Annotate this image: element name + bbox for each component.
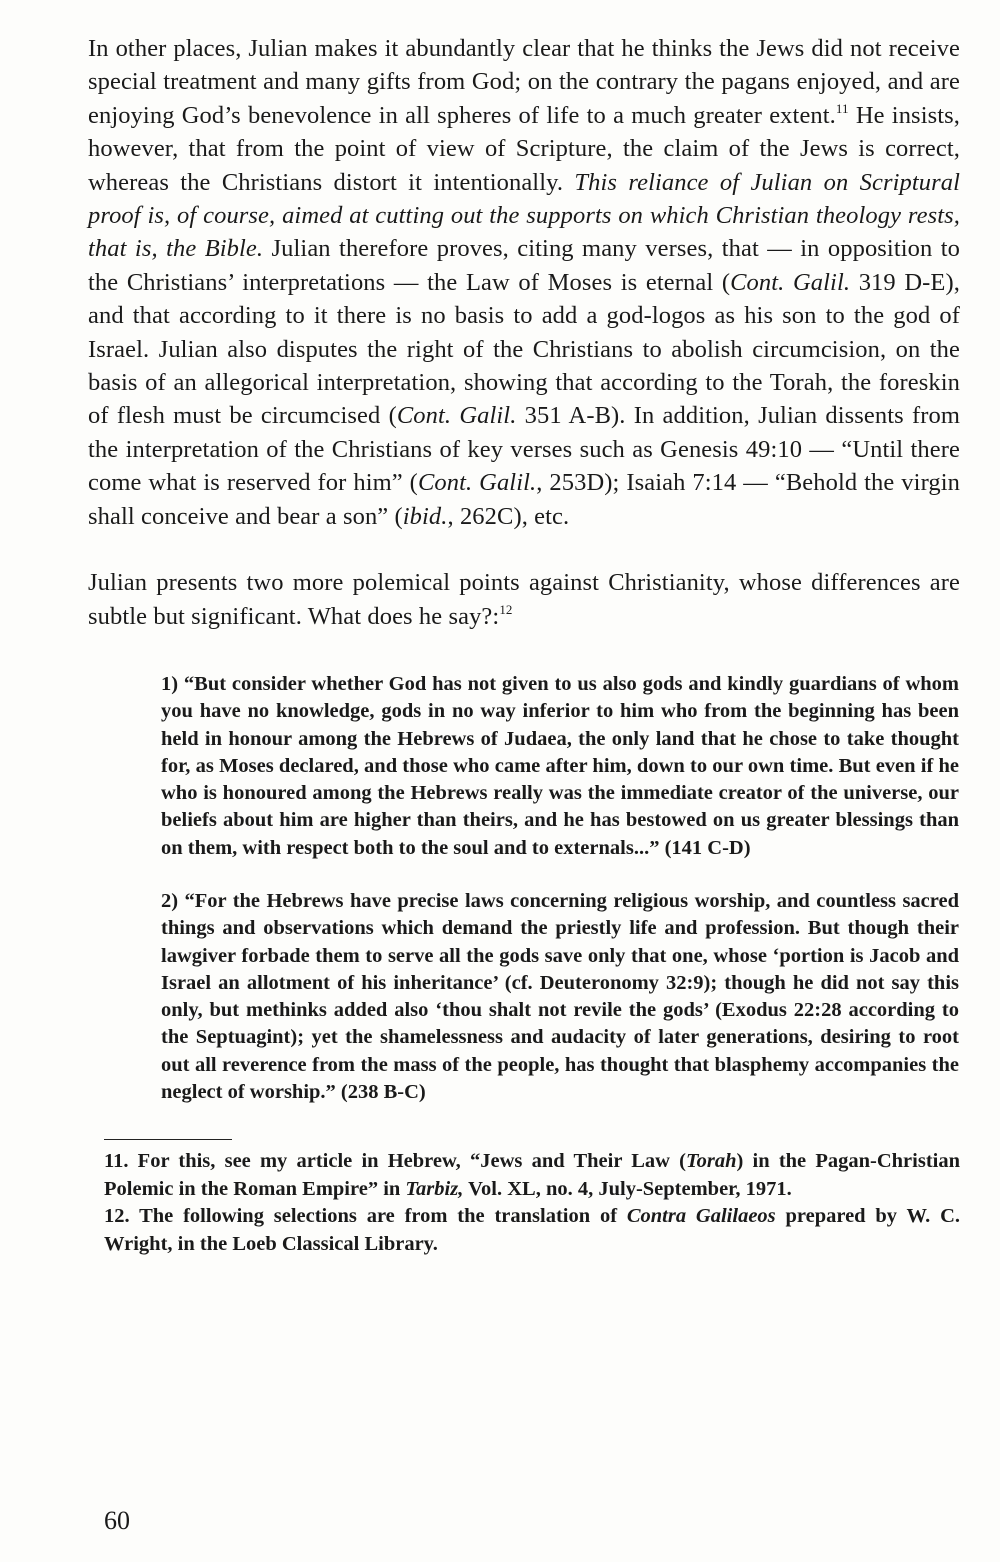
footnote-ref: 11	[835, 100, 849, 116]
text-run: 351 A-B). In addition, Julian dissents from the interpretation of the Christians of key verses such as Genesis 49:10 — “Until there come what is reserved for him” (	[88, 402, 961, 497]
body-paragraph	[88, 32, 960, 533]
text-run: , 262C), etc.	[447, 502, 570, 530]
page-content	[88, 32, 960, 1258]
text-run: 1) “But consider whether God has not given to us also gods and kindly guardians of whom you have no knowledge, gods in no way inferior to him who from the beginning has been held in honour among the Hebrews of Judaea, the only land that he chose to take thought for, as Moses declared, and those who came after him, down to our own time. But even if he who is honoured among the Hebrews really was the immediate creator of the universe, our beliefs about him are higher than theirs, and he has bestowed on us greater blessings than on them, with respect both to the soul and to externals...” (141 C-D)	[161, 672, 959, 859]
italic-text: Cont. Galil.	[396, 402, 517, 430]
text-run: 11. For this, see my article in Hebrew, “Jews and Their Law (	[104, 1150, 686, 1173]
italic-text: Cont. Galil.	[730, 268, 851, 296]
quotation-1	[161, 671, 959, 862]
italic-text: Tarbiz,	[405, 1177, 464, 1200]
text-run: Julian presents two more polemical points against Christianity, whose differences are subtle but significant. What does he say?:	[88, 569, 960, 630]
text-run: 2) “For the Hebrews have precise laws concerning religious worship, and countless sacred things and observations which demand the priestly life and profession. But though their lawgiver forbade them to serve all the gods save only that one, whose ‘portion is Jacob and Israel an allotment of his inheritance’ (cf. Deuteronomy 32:9); though he did not say this only, but methinks added also ‘thou shalt not revile the gods’ (Exodus 22:28 according to the Septuagint); yet the shamelessness and audacity of later generations, desiring to root out all reverence from the mass of the people, has thought that blasphemy accompanies the neglect of worship.” (238 B-C)	[161, 889, 959, 1104]
quotation-2	[161, 888, 959, 1106]
footnote-ref: 12	[499, 601, 513, 617]
italic-text: This reliance of Julian on Scriptural proof is, of course, aimed at cutting out the supports on which Christian theology rests, that is, the Bible.	[88, 168, 960, 263]
body-paragraph	[88, 566, 960, 633]
text-run: ) in the Pagan-Christian Polemic in the Roman Empire” in	[104, 1150, 960, 1200]
text-run: In other places, Julian makes it abundantly clear that he thinks the Jews did not receive special treatment and many gifts from God; on the contrary the pagans enjoyed, and are enjoying God’s benevolence in all spheres of life to a much greater extent.	[88, 35, 960, 129]
page-number: 60	[104, 1506, 130, 1535]
main-text	[88, 32, 960, 633]
text-run: prepared by W. C. Wright, in the Loeb Classical Library.	[104, 1205, 961, 1255]
text-run: Julian therefore proves, citing many verses, that — in opposition to the Christians’ interpretations — the Law of Moses is eternal (	[88, 235, 960, 296]
text-run: , 253D); Isaiah 7:14 — “Behold the virgin shall conceive and bear a son” (	[88, 469, 960, 530]
italic-text: ibid.	[402, 502, 448, 530]
footnote-divider	[104, 1139, 232, 1140]
block-quotations	[161, 671, 959, 1106]
italic-text: Cont. Galil.	[417, 469, 537, 497]
italic-text: Torah	[685, 1150, 737, 1173]
italic-text: Contra Galilaeos	[626, 1205, 776, 1228]
footnotes	[104, 1148, 960, 1258]
text-run: Vol. XL, no. 4, July-September, 1971.	[463, 1177, 792, 1200]
text-run: He insists, however, that from the point of view of Scripture, the claim of the Jews is correct, whereas the Christians distort it intentionally.	[88, 101, 961, 196]
footnote-11	[104, 1148, 960, 1203]
text-run: 319 D-E), and that according to it there is no basis to add a god-logos as his son to the god of Israel. Julian also disputes the right of the Christians to abolish circumcision, on the basis of an allegorical interpretation, showing that according to the Torah, the foreskin of flesh must be circumcised (	[88, 268, 960, 430]
footnote-12	[104, 1203, 960, 1258]
text-run: 12. The following selections are from the translation of	[104, 1205, 627, 1228]
